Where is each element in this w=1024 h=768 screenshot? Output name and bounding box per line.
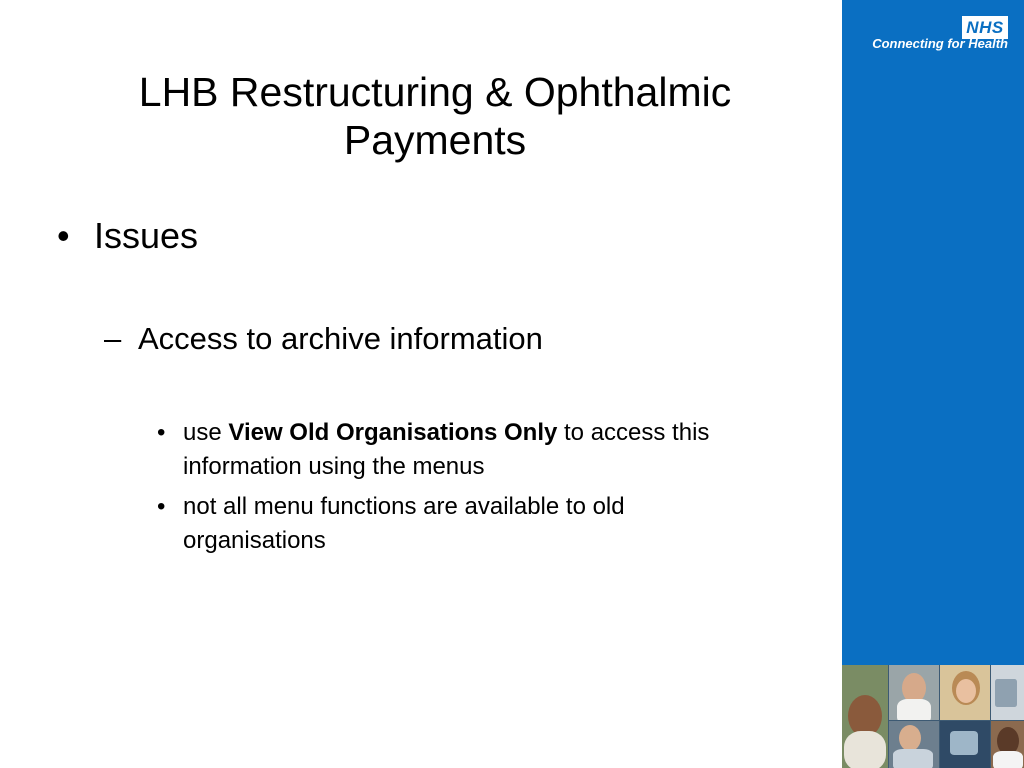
tagline: Connecting for Health (872, 36, 1008, 51)
text-prefix: use (183, 419, 229, 446)
photo-tile (842, 665, 888, 768)
sub-sub-bullet-text (183, 416, 773, 484)
logo-text: NHS (966, 18, 1004, 37)
photo-tile (991, 721, 1024, 768)
branding-sidebar (842, 0, 1024, 768)
photo-tile (889, 665, 939, 720)
bullet-mark: • (57, 215, 70, 256)
sub-bullet-text: Access to archive information (138, 321, 543, 356)
slide-title: LHB Restructuring & Ophthalmic Payments (138, 69, 732, 163)
photo-tile (940, 721, 990, 768)
bullet-text: Issues (94, 215, 199, 256)
photo-tile (940, 665, 990, 720)
sub-sub-bullet-text: not all menu functions are available to old organisations (183, 493, 625, 554)
text-suffix: to access this information using the menus (183, 419, 710, 480)
photo-tile (889, 721, 939, 768)
dash-mark: – (104, 321, 122, 356)
bullet-mark: • (157, 493, 166, 520)
photo-montage (842, 665, 1024, 768)
photo-tile (991, 665, 1024, 720)
bullet-mark: • (157, 419, 166, 446)
menu-option-name: View Old Organisations Only (228, 419, 558, 446)
